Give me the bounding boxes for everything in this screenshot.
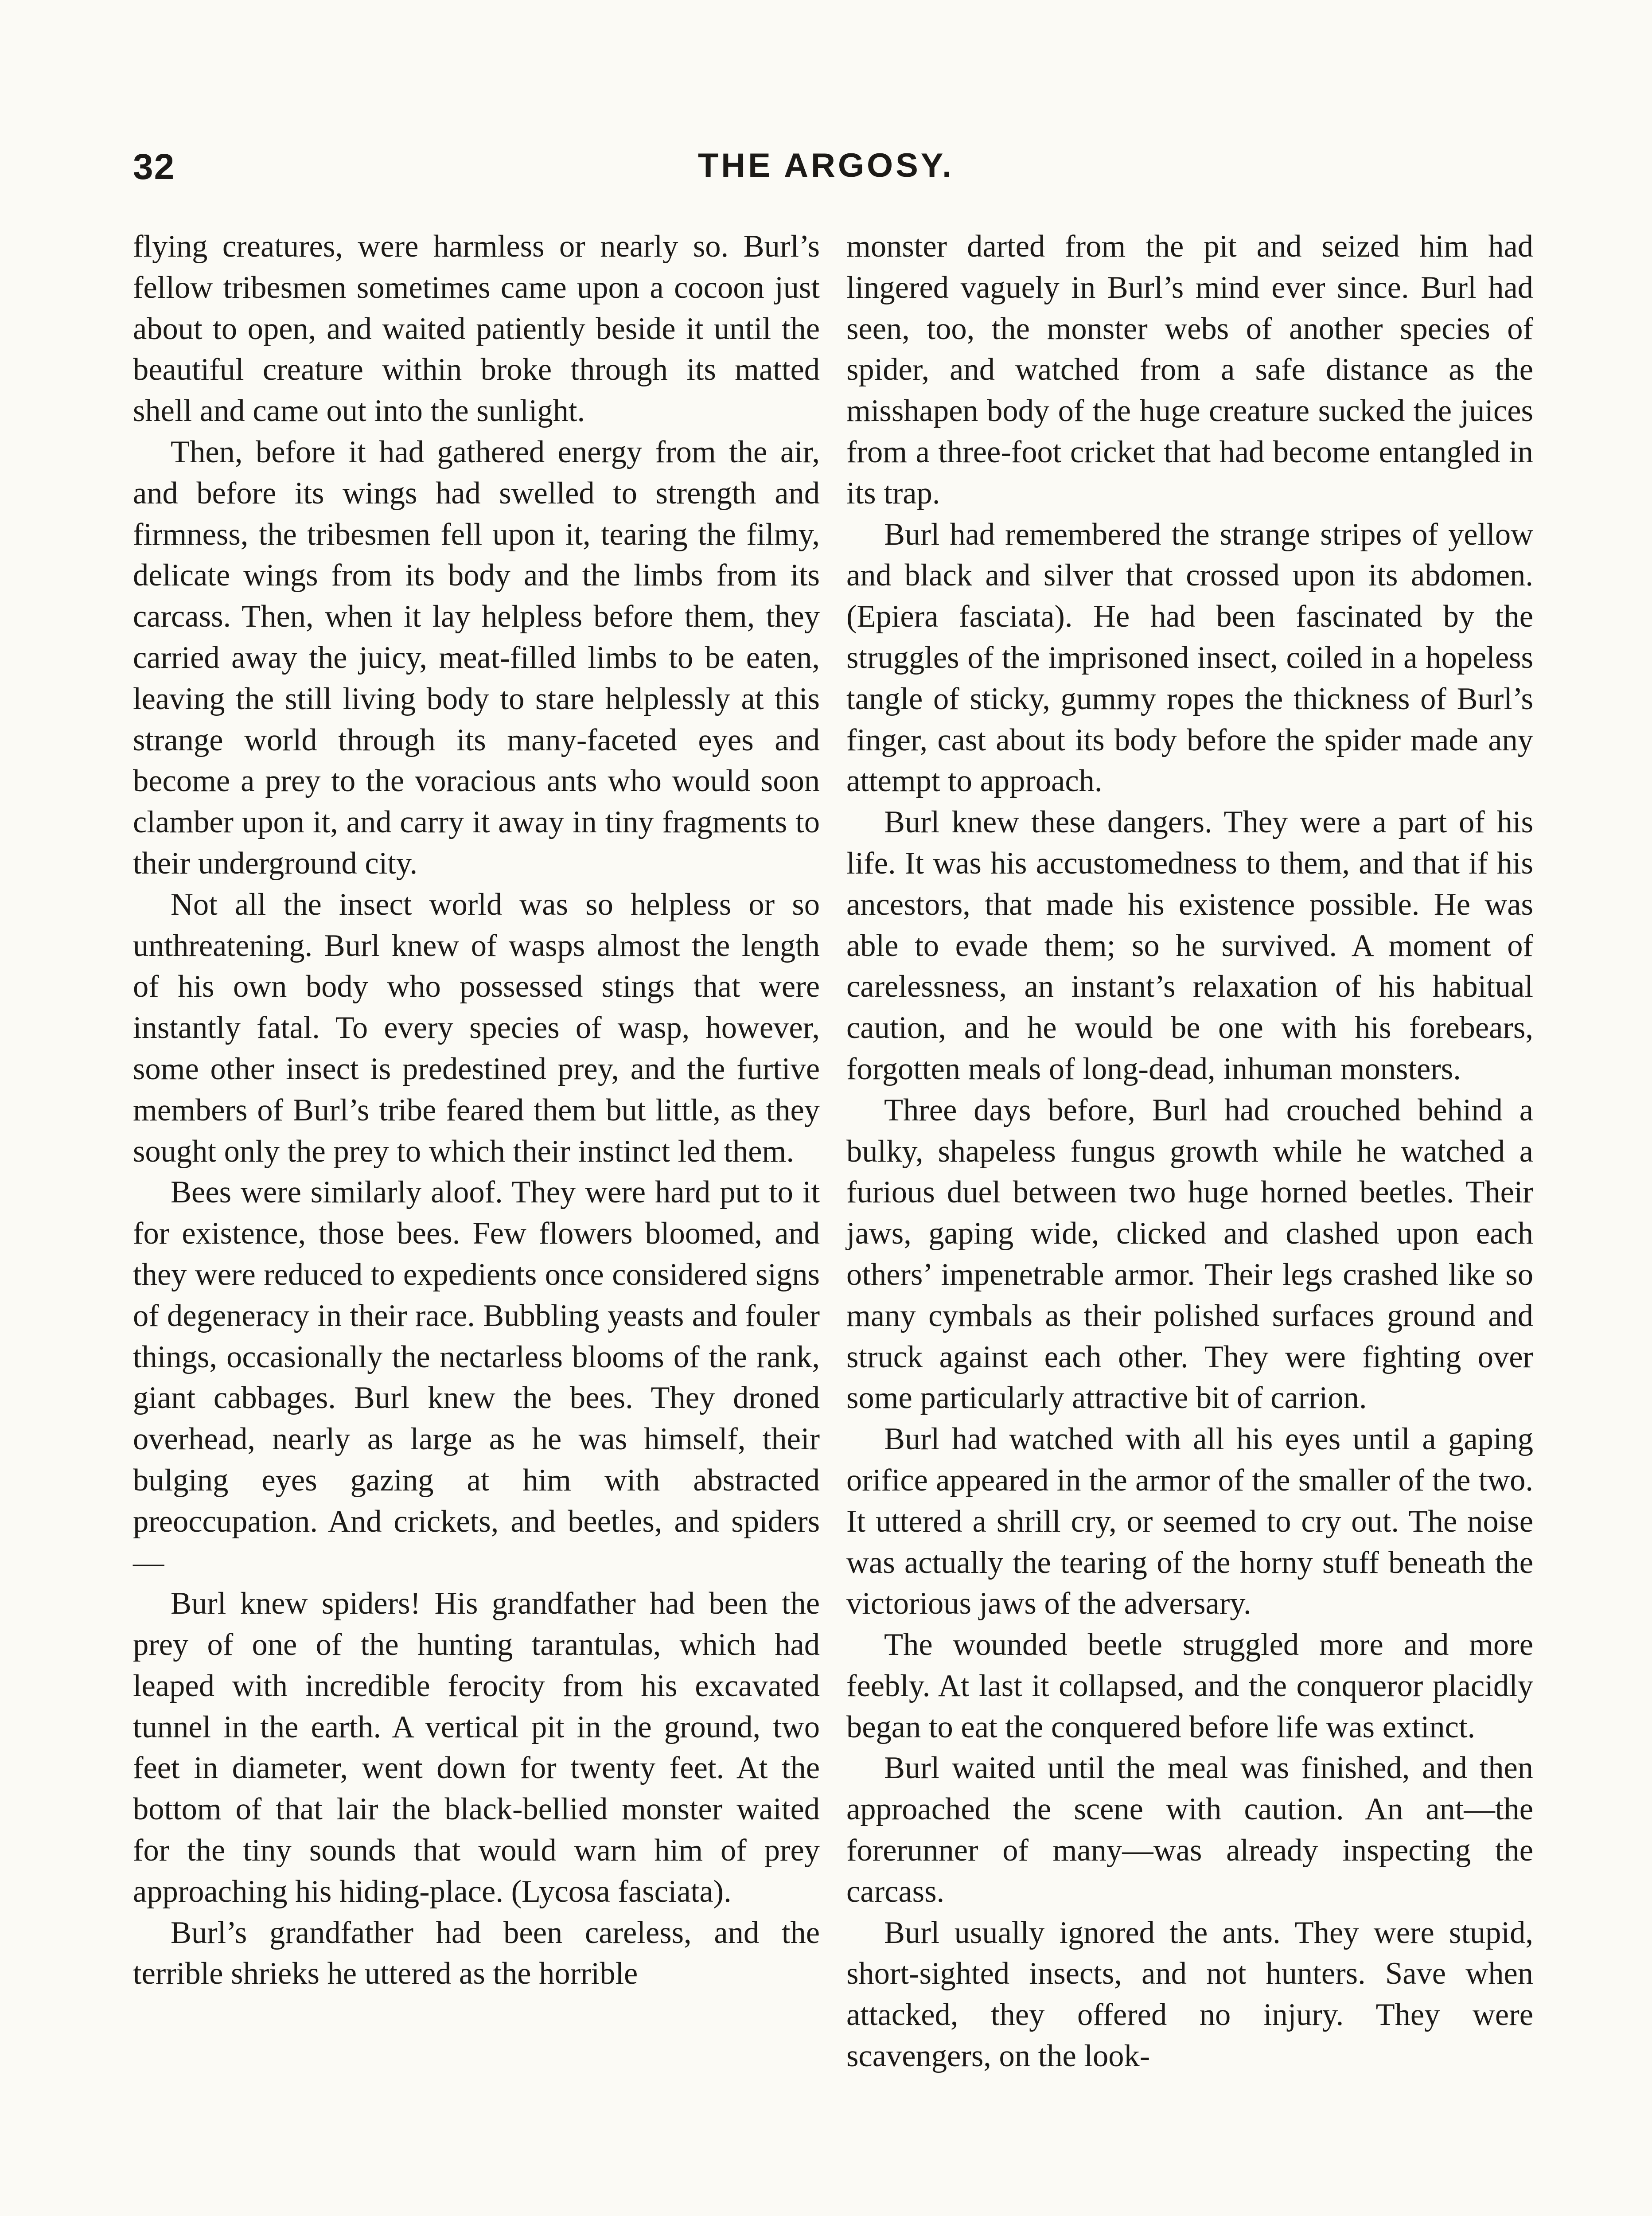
paragraph: monster darted from the pit and seized him had lingered vaguely in Burl’s mind ever since. Burl had seen, too, the monster webs of another species of spider, and watched from a safe distance as the misshapen body of the huge creature sucked the juices from a three-foot cricket that had become entangled in its trap.	[846, 229, 1533, 511]
paragraph: Then, before it had gathered energy from the air, and before its wings had swelled to strength and firmness, the tribesmen fell upon it, tearing the filmy, delicate wings from its body and the limbs from its carcass. Then, when it lay helpless before them, they carried away the juicy, meat-filled limbs to be eaten, leaving the still living body to stare helplessly at this strange world through its many-faceted eyes and become a prey to the voracious ants who would soon clamber upon it, and carry it away in tiny fragments to their underground city.	[133, 434, 820, 881]
paragraph: Burl had remembered the strange stripes of yellow and black and silver that crossed upon its abdomen. (Epiera fasciata). He had been fascinated by the struggles of the imprisoned insect, coiled in a hopeless tangle of sticky, gummy ropes the thickness of Burl’s finger, cast about its body before the spider made any attempt to approach.	[846, 517, 1533, 799]
left-column	[133, 226, 820, 1994]
paragraph: Not all the insect world was so helpless or so unthreatening. Burl knew of wasps almost the length of his own body who possessed stings that were instantly fatal. To every species of wasp, however, some other insect is predestined prey, and the furtive members of Burl’s tribe feared them but little, as they sought only the prey to which their instinct led them.	[133, 887, 820, 1169]
paragraph: flying creatures, were harmless or nearly so. Burl’s fellow tribesmen sometimes came upon a cocoon just about to open, and waited patiently beside it until the beautiful creature within broke through its matted shell and came out into the sunlight.	[133, 229, 820, 429]
paragraph: Burl usually ignored the ants. They were stupid, short-sighted insects, and not hunters. Save when attacked, they offered no injury. They were scavengers, on the look-	[846, 1915, 1533, 2074]
paragraph: Three days before, Burl had crouched behind a bulky, shapeless fungus growth while he watched a furious duel between two huge horned beetles. Their jaws, gaping wide, clicked and clashed upon each others’ impenetrable armor. Their legs crashed like so many cymbals as their polished surfaces ground and struck against each other. They were fighting over some particularly attractive bit of carrion.	[846, 1092, 1533, 1416]
paragraph: Bees were similarly aloof. They were hard put to it for existence, those bees. Few flowers bloomed, and they were reduced to expedients once considered signs of degeneracy in their race. Bubbling yeasts and fouler things, occasionally the nectarless blooms of the rank, giant cabbages. Burl knew the bees. They droned overhead, nearly as large as he was himself, their bulging eyes gazing at him with abstracted preoccupation. And crickets, and beetles, and spiders—	[133, 1175, 820, 1580]
paragraph: The wounded beetle struggled more and more feebly. At last it collapsed, and the conqueror placidly began to eat the conquered before life was extinct.	[846, 1627, 1533, 1744]
paragraph: Burl knew these dangers. They were a part of his life. It was his accustomedness to them, and that if his ancestors, that made his existence possible. He was able to evade them; so he survived. A moment of carelessness, an instant’s relaxation of his habitual caution, and he would be one with his forebears, forgotten meals of long-dead, inhuman monsters.	[846, 805, 1533, 1086]
paragraph: Burl waited until the meal was finished, and then approached the scene with caution. An ant—the forerunner of many—was already inspecting the carcass.	[846, 1751, 1533, 1909]
page-number: 32	[133, 147, 175, 187]
paragraph: Burl had watched with all his eyes until a gaping orifice appeared in the armor of the smaller of the two. It uttered a shrill cry, or seemed to cry out. The noise was actually the tearing of the horny stuff beneath the victorious jaws of the adversary.	[846, 1422, 1533, 1621]
paragraph: Burl knew spiders! His grandfather had been the prey of one of the hunting tarantulas, which had leaped with incredible ferocity from his excavated tunnel in the earth. A vertical pit in the ground, two feet in diameter, went down for twenty feet. At the bottom of that lair the black-bellied monster waited for the tiny sounds that would warn him of prey approaching his hiding-place. (Lycosa fasciata).	[133, 1586, 820, 1909]
paragraph: Burl’s grandfather had been careless, and the terrible shrieks he uttered as the horrible	[133, 1915, 820, 1991]
right-column	[846, 226, 1533, 2077]
running-head: THE ARGOSY.	[697, 147, 955, 184]
